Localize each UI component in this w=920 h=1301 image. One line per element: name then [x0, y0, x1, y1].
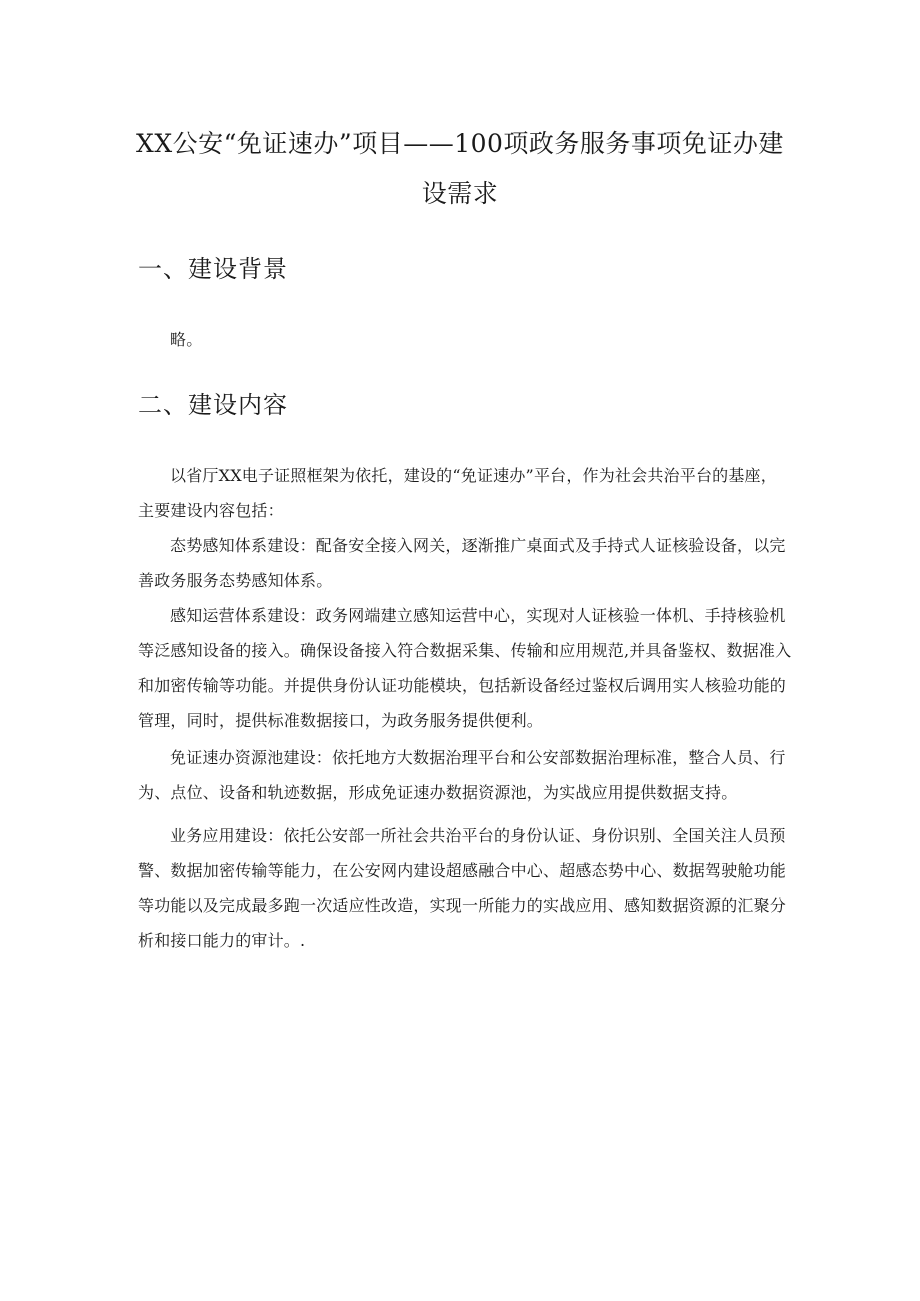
paragraph-line: 等泛感知设备的接入。确保设备接入符合数据采集、传输和应用规范,并具备鉴权、数据准入: [138, 641, 792, 660]
paragraph-line: 等功能以及完成最多跑一次适应性改造，实现一所能力的实战应用、感知数据资源的汇聚分: [138, 896, 787, 915]
item-situation-awareness: [138, 528, 828, 598]
section-2-heading: 二、建设内容: [138, 391, 288, 419]
paragraph-line: 以省厅XX电子证照框架为依托，建设的“免证速办”平台，作为社会共治平台的基座，: [170, 466, 777, 485]
paragraph-line: 态势感知体系建设：配备安全接入网关，逐渐推广桌面式及手持式人证核验设备，以完: [170, 536, 786, 555]
section-1-body-text: 略。: [170, 330, 203, 349]
document-title-line-2: 设需求: [421, 179, 499, 208]
paragraph-line: 管理，同时，提供标准数据接口，为政务服务提供便利。: [138, 711, 544, 730]
paragraph-line: 感知运营体系建设：政务网端建立感知运营中心，实现对人证核验一体机、手持核验机: [170, 606, 786, 625]
paragraph-line: 析和接口能力的审计。.: [138, 931, 306, 950]
paragraph-line: 业务应用建设：依托公安部一所社会共治平台的身份认证、身份识别、全国关注人员预: [170, 826, 786, 845]
item-sensing-operations: [138, 598, 828, 738]
section-1-heading: 一、建设背景: [138, 255, 288, 283]
paragraph-line: 主要建设内容包括：: [138, 501, 284, 520]
item-resource-pool: [138, 740, 828, 810]
item-business-application: [138, 818, 828, 958]
paragraph-line: 警、数据加密传输等能力，在公安网内建设超感融合中心、超感态势中心、数据驾驶舱功能: [138, 861, 787, 880]
section-1-body: [138, 322, 828, 357]
paragraph-line: 善政务服务态势感知体系。: [138, 571, 333, 590]
paragraph-line: 免证速办资源池建设：依托地方大数据治理平台和公安部数据治理标准，整合人员、行: [170, 748, 786, 767]
section-2-intro: [138, 458, 828, 528]
paragraph-line: 和加密传输等功能。并提供身份认证功能模块，包括新设备经过鉴权后调用实人核验功能的: [138, 676, 787, 695]
paragraph-line: 为、点位、设备和轨迹数据，形成免证速办数据资源池，为实战应用提供数据支持。: [138, 783, 738, 802]
document-title-line-1: XX公安“免证速办”项目——100项政务服务事项免证办建: [136, 129, 784, 158]
